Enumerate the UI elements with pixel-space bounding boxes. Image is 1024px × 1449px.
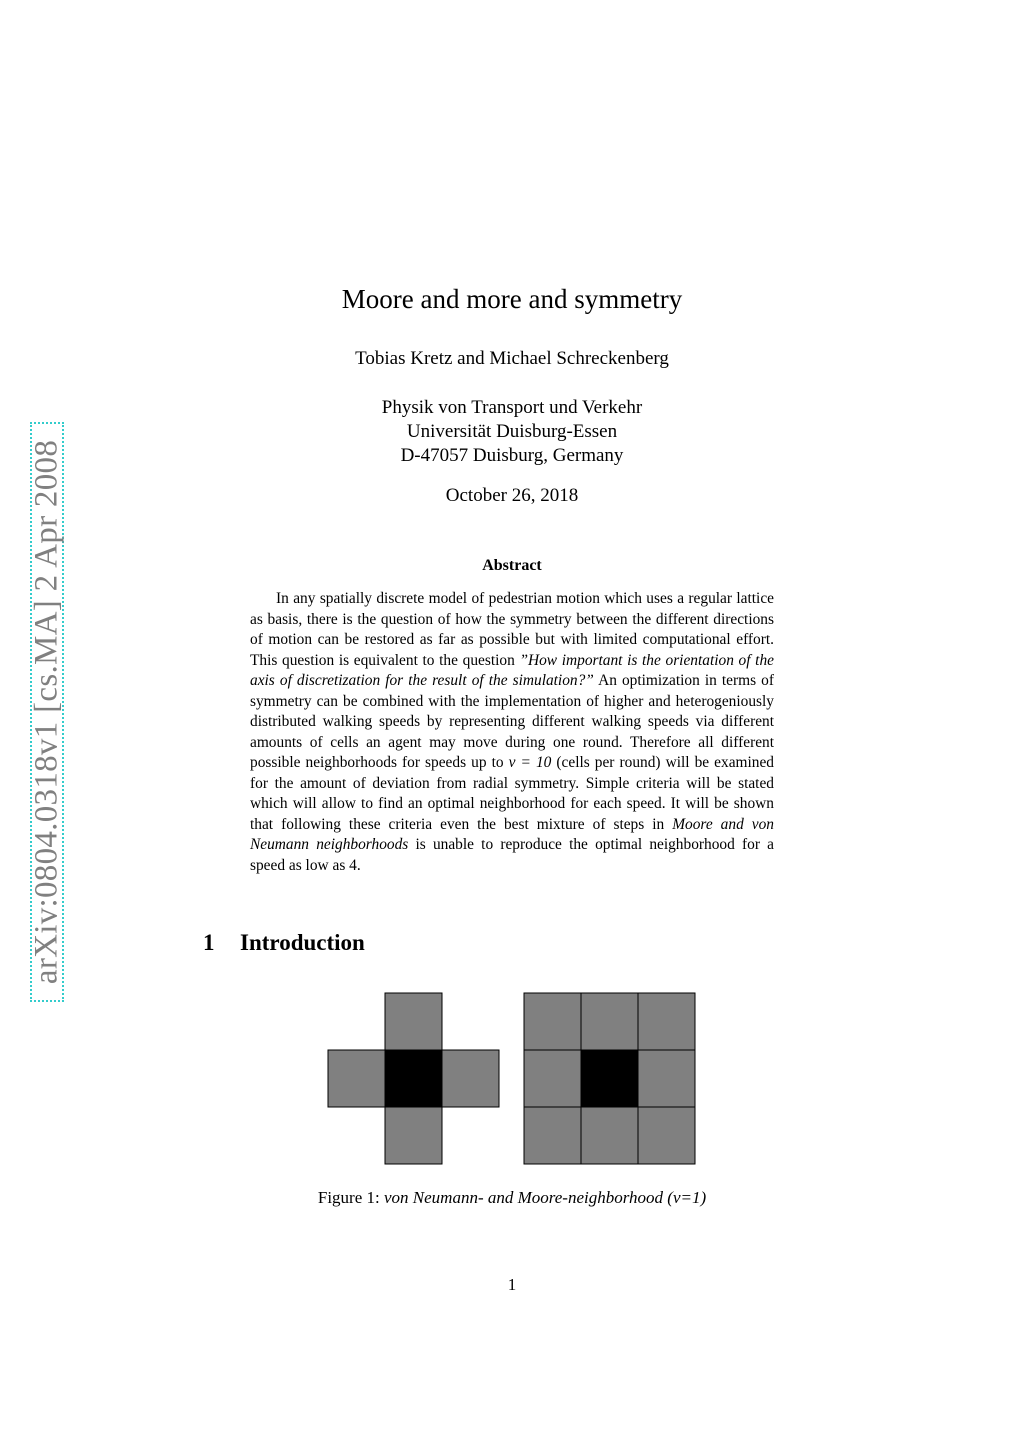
von-neumann-cell-east bbox=[442, 1050, 499, 1107]
figure-caption-text: von Neumann- and Moore-neighborhood (v=1) bbox=[383, 1188, 707, 1207]
moore-cell-s bbox=[581, 1107, 638, 1164]
page-number: 1 bbox=[507, 1275, 517, 1294]
abstract-heading: Abstract bbox=[482, 557, 542, 574]
moore-cell-se bbox=[638, 1107, 695, 1164]
affiliation-line-3: D-47057 Duisburg, Germany bbox=[400, 445, 624, 466]
abstract-text-1: In any spatially discrete model of pedestrian motion which uses a regular lattice as basis, there is the question of how the symmetry between the different directions of motion can be restored as far as possible but with limited computational effort. This question is equivalent to the question bbox=[250, 590, 774, 669]
affiliation-line-1: Physik von Transport und Verkehr bbox=[381, 397, 643, 418]
abstract-math: v = 10 bbox=[508, 754, 552, 771]
von-neumann-cell-south bbox=[385, 1107, 442, 1164]
von-neumann-neighborhood bbox=[328, 993, 499, 1164]
abstract-text-3: (cells per round) will be examined for the amount of deviation from radial symmetry. Simple criteria will be stated which will allow to find an optimal neighborhood for each speed. It will be shown that following these criteria even the best mixture of steps in bbox=[250, 754, 774, 833]
abstract-text-2: An optimization in terms of symmetry can be combined with the implementation of higher and heterogeniously distributed walking speeds by representing different walking speeds via different amounts of cells an agent may move during one round. Therefore all different possible neighborhoods for speeds up to bbox=[250, 672, 774, 771]
arxiv-side-stamp bbox=[30, 422, 64, 1002]
abstract-text-4: is unable to reproduce the optimal neighborhood for a speed as low as 4. bbox=[250, 836, 774, 874]
author-affiliation bbox=[0, 396, 1024, 468]
section-heading-introduction bbox=[203, 930, 365, 956]
section-number: 1 bbox=[203, 930, 215, 955]
arxiv-identifier: arXiv:0804.0318v1 [cs.MA] 2 Apr 2008 bbox=[28, 439, 65, 985]
moore-neighborhood bbox=[524, 993, 695, 1164]
moore-cell-nw bbox=[524, 993, 581, 1050]
moore-cell-n bbox=[581, 993, 638, 1050]
paper-title: Moore and more and symmetry bbox=[341, 284, 683, 314]
figure-caption-label: Figure 1: bbox=[317, 1188, 384, 1207]
abstract-emphasis: Moore and von Neumann neighborhoods bbox=[250, 815, 774, 853]
paper-date: October 26, 2018 bbox=[445, 485, 579, 506]
abstract-quote: ”How important is the orientation of the axis of discretization for the result of the simulation?” bbox=[250, 651, 774, 689]
von-neumann-cell-west bbox=[328, 1050, 385, 1107]
moore-cell-e bbox=[638, 1050, 695, 1107]
abstract-body bbox=[250, 589, 774, 876]
paper-authors: Tobias Kretz and Michael Schreckenberg bbox=[355, 348, 669, 369]
von-neumann-cell-center bbox=[385, 1050, 442, 1107]
moore-cell-w bbox=[524, 1050, 581, 1107]
von-neumann-cell-north bbox=[385, 993, 442, 1050]
figure-neighborhoods bbox=[320, 990, 710, 1170]
moore-cell-center bbox=[581, 1050, 638, 1107]
affiliation-line-2: Universität Duisburg-Essen bbox=[406, 421, 618, 442]
figure-caption bbox=[0, 1188, 1024, 1208]
moore-cell-ne bbox=[638, 993, 695, 1050]
section-title: Introduction bbox=[240, 930, 365, 955]
moore-cell-sw bbox=[524, 1107, 581, 1164]
